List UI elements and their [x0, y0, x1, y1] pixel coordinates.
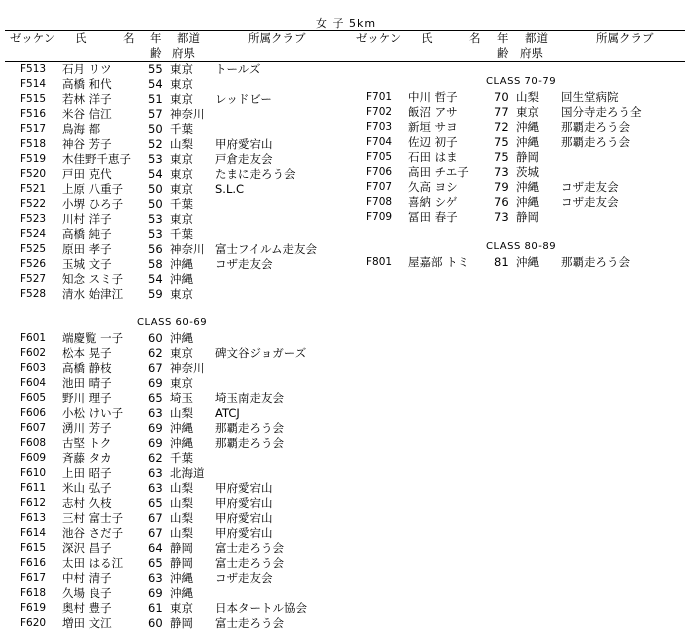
bib-number: F703	[366, 121, 393, 133]
runner-name: 中村 清子	[62, 571, 112, 585]
prefecture: 静岡	[516, 210, 539, 224]
club-name: 富士走ろう会	[215, 556, 284, 570]
runner-age: 57	[148, 107, 163, 121]
club-name: 富士走ろう会	[215, 541, 284, 555]
bib-number: F527	[20, 273, 47, 285]
bib-number: F707	[366, 181, 393, 193]
runner-name: 池谷 さだ子	[62, 526, 124, 540]
runner-age: 63	[148, 571, 163, 585]
club-name: 甲府愛宕山	[215, 511, 273, 525]
prefecture: 東京	[170, 92, 193, 106]
runner-age: 76	[494, 195, 509, 209]
bib-number: F522	[20, 198, 47, 210]
bib-number: F612	[20, 497, 47, 509]
club-name: コザ走友会	[215, 257, 273, 271]
runner-name: 高橋 和代	[62, 77, 112, 91]
bib-number: F525	[20, 243, 47, 255]
club-name: 回生堂病院	[561, 90, 619, 104]
bib-number: F609	[20, 452, 47, 464]
runner-name: 原田 孝子	[62, 242, 112, 256]
header-pref-bottom: 府県	[520, 46, 543, 60]
club-name: コザ走友会	[561, 180, 619, 194]
club-name: コザ走友会	[561, 195, 619, 209]
runner-age: 60	[148, 331, 163, 345]
runner-age: 54	[148, 77, 163, 91]
club-name: 那覇走ろう会	[215, 421, 284, 435]
runner-age: 79	[494, 180, 509, 194]
runner-age: 50	[148, 182, 163, 196]
bib-number: F604	[20, 377, 47, 389]
prefecture: 千葉	[170, 197, 193, 211]
club-name: 国分寺走ろう全	[561, 105, 642, 119]
header-surname: 氏	[75, 31, 87, 45]
class-label-60-69: CLASS 60-69	[137, 317, 208, 328]
runner-age: 73	[494, 210, 509, 224]
runner-age: 65	[148, 496, 163, 510]
club-name: 日本タートル協会	[215, 601, 307, 615]
runner-name: 冨田 春子	[408, 210, 458, 224]
bib-number: F514	[20, 78, 47, 90]
prefecture: 沖縄	[516, 180, 539, 194]
prefecture: 静岡	[170, 556, 193, 570]
runner-name: 石月 リツ	[62, 62, 112, 76]
bib-number: F523	[20, 213, 47, 225]
header-given-name: 名	[469, 31, 481, 45]
prefecture: 沖縄	[516, 135, 539, 149]
class-label-70-79: CLASS 70-79	[486, 76, 557, 87]
prefecture: 沖縄	[516, 195, 539, 209]
prefecture: 沖縄	[516, 255, 539, 269]
prefecture: 東京	[170, 212, 193, 226]
runner-name: 松本 晃子	[62, 346, 112, 360]
runner-name: 鳥海 都	[62, 122, 101, 136]
runner-name: 小堺 ひろ子	[62, 197, 124, 211]
prefecture: 東京	[170, 376, 193, 390]
prefecture: 東京	[170, 182, 193, 196]
prefecture: 東京	[170, 287, 193, 301]
bib-number: F706	[366, 166, 393, 178]
bib-number: F607	[20, 422, 47, 434]
runner-age: 64	[148, 541, 163, 555]
runner-age: 55	[148, 62, 163, 76]
club-name: コザ走友会	[215, 571, 273, 585]
bib-number: F611	[20, 482, 47, 494]
prefecture: 埼玉	[170, 391, 193, 405]
bib-number: F605	[20, 392, 47, 404]
runner-name: 久場 良子	[62, 586, 112, 600]
prefecture: 沖縄	[170, 421, 193, 435]
club-name: S.L.C	[215, 182, 245, 196]
bib-number: F620	[20, 617, 47, 629]
bib-number: F702	[366, 106, 393, 118]
runner-name: 玉城 文子	[62, 257, 112, 271]
runner-name: 清水 始津江	[62, 287, 124, 301]
runner-age: 58	[148, 257, 163, 271]
header-given-name: 名	[123, 31, 135, 45]
header-club: 所属クラブ	[596, 31, 654, 45]
runner-name: 戸田 克代	[62, 167, 112, 181]
runner-name: 屋嘉部 トミ	[408, 255, 470, 269]
runner-age: 70	[494, 90, 509, 104]
runner-name: 知念 スミ子	[62, 272, 124, 286]
runner-name: 湧川 芳子	[62, 421, 112, 435]
bib-number: F708	[366, 196, 393, 208]
prefecture: 千葉	[170, 227, 193, 241]
runner-age: 60	[148, 616, 163, 630]
runner-age: 69	[148, 421, 163, 435]
runner-name: 新垣 サヨ	[408, 120, 458, 134]
bib-number: F613	[20, 512, 47, 524]
runner-age: 69	[148, 586, 163, 600]
runner-age: 77	[494, 105, 509, 119]
club-name: 埼玉南走友会	[215, 391, 284, 405]
club-name: 甲府愛宕山	[215, 526, 273, 540]
bib-number: F602	[20, 347, 47, 359]
runner-age: 61	[148, 601, 163, 615]
runner-age: 67	[148, 361, 163, 375]
runner-age: 63	[148, 481, 163, 495]
club-name: たまに走ろう会	[215, 167, 296, 181]
bib-number: F616	[20, 557, 47, 569]
bib-number: F603	[20, 362, 47, 374]
runner-name: 久高 ヨシ	[408, 180, 458, 194]
prefecture: 千葉	[170, 122, 193, 136]
runner-name: 上原 八重子	[62, 182, 124, 196]
runner-name: 佐辺 初子	[408, 135, 458, 149]
prefecture: 沖縄	[170, 571, 193, 585]
bib-number: F704	[366, 136, 393, 148]
prefecture: 神奈川	[170, 361, 205, 375]
club-name: 那覇走ろう会	[561, 135, 630, 149]
bib-number: F517	[20, 123, 47, 135]
runner-age: 81	[494, 255, 509, 269]
bib-number: F709	[366, 211, 393, 223]
runner-age: 65	[148, 556, 163, 570]
prefecture: 東京	[170, 77, 193, 91]
runner-name: 高橋 純子	[62, 227, 112, 241]
runner-name: 上田 昭子	[62, 466, 112, 480]
prefecture: 東京	[516, 105, 539, 119]
runner-age: 69	[148, 436, 163, 450]
club-name: 甲府愛宕山	[215, 496, 273, 510]
runner-name: 深沢 昌子	[62, 541, 112, 555]
bib-number: F521	[20, 183, 47, 195]
runner-name: 小松 けい子	[62, 406, 124, 420]
prefecture: 山梨	[170, 406, 193, 420]
runner-name: 川村 洋子	[62, 212, 112, 226]
runner-age: 69	[148, 376, 163, 390]
runner-name: 若林 洋子	[62, 92, 112, 106]
runner-age: 53	[148, 212, 163, 226]
runner-age: 62	[148, 451, 163, 465]
prefecture: 山梨	[170, 496, 193, 510]
prefecture: 山梨	[516, 90, 539, 104]
bib-number: F701	[366, 91, 393, 103]
header-age-bottom: 齢	[150, 46, 162, 60]
prefecture: 沖縄	[170, 436, 193, 450]
club-name: 富士走ろう会	[215, 616, 284, 630]
runner-age: 67	[148, 511, 163, 525]
runner-name: 太田 はる江	[62, 556, 124, 570]
prefecture: 静岡	[516, 150, 539, 164]
bib-number: F518	[20, 138, 47, 150]
prefecture: 東京	[170, 346, 193, 360]
bib-number: F513	[20, 63, 47, 75]
prefecture: 東京	[170, 152, 193, 166]
bib-number: F705	[366, 151, 393, 163]
bib-number: F619	[20, 602, 47, 614]
runner-age: 62	[148, 346, 163, 360]
runner-name: 志村 久枝	[62, 496, 112, 510]
runner-age: 75	[494, 135, 509, 149]
runner-name: 飯沼 アサ	[408, 105, 458, 119]
bib-number: F618	[20, 587, 47, 599]
bib-number: F528	[20, 288, 47, 300]
prefecture: 静岡	[170, 616, 193, 630]
prefecture: 東京	[170, 167, 193, 181]
club-name: 那覇走ろう会	[561, 255, 630, 269]
runner-name: 奥村 豊子	[62, 601, 112, 615]
runner-age: 67	[148, 526, 163, 540]
prefecture: 沖縄	[516, 120, 539, 134]
bib-number: F617	[20, 572, 47, 584]
prefecture: 東京	[170, 62, 193, 76]
club-name: 那覇走ろう会	[215, 436, 284, 450]
club-name: 富士フイルム走友会	[215, 242, 318, 256]
runner-name: 野川 理子	[62, 391, 112, 405]
club-name: レッドビー	[215, 92, 272, 106]
runner-name: 高田 チエ子	[408, 165, 469, 179]
runner-name: 古堅 トク	[62, 436, 112, 450]
runner-name: 米山 弘子	[62, 481, 112, 495]
club-name: 那覇走ろう会	[561, 120, 630, 134]
page-title: 女 子 5km	[315, 17, 377, 30]
club-name: 甲府愛宕山	[215, 481, 273, 495]
bib-number: F606	[20, 407, 47, 419]
prefecture: 静岡	[170, 541, 193, 555]
runner-name: 池田 晴子	[62, 376, 112, 390]
bib-number: F614	[20, 527, 47, 539]
bib-number: F519	[20, 153, 47, 165]
prefecture: 千葉	[170, 451, 193, 465]
runner-age: 52	[148, 137, 163, 151]
bib-number: F526	[20, 258, 47, 270]
runner-name: 米谷 信江	[62, 107, 112, 121]
prefecture: 山梨	[170, 526, 193, 540]
prefecture: 沖縄	[170, 257, 193, 271]
class-label-80-89: CLASS 80-89	[486, 241, 557, 252]
runner-name: 中川 哲子	[408, 90, 458, 104]
bib-number: F524	[20, 228, 47, 240]
prefecture: 山梨	[170, 481, 193, 495]
header-pref-top: 都道	[525, 31, 548, 45]
bib-number: F515	[20, 93, 47, 105]
header-surname: 氏	[421, 31, 433, 45]
prefecture: 山梨	[170, 511, 193, 525]
runner-age: 63	[148, 406, 163, 420]
runner-age: 65	[148, 391, 163, 405]
header-pref-bottom: 府県	[172, 46, 195, 60]
header-age-top: 年	[497, 31, 509, 45]
runner-age: 75	[494, 150, 509, 164]
header-club: 所属クラブ	[248, 31, 306, 45]
runner-age: 54	[148, 272, 163, 286]
runner-age: 56	[148, 242, 163, 256]
prefecture: 山梨	[170, 137, 193, 151]
prefecture: 神奈川	[170, 107, 205, 121]
header-bib: ゼッケン	[356, 31, 402, 45]
prefecture: 東京	[170, 601, 193, 615]
bib-number: F615	[20, 542, 47, 554]
runner-name: 石田 はま	[408, 150, 458, 164]
runner-name: 高橋 静枝	[62, 361, 112, 375]
prefecture: 神奈川	[170, 242, 205, 256]
runner-age: 54	[148, 167, 163, 181]
runner-age: 73	[494, 165, 509, 179]
runner-age: 59	[148, 287, 163, 301]
prefecture: 沖縄	[170, 586, 193, 600]
prefecture: 北海道	[170, 466, 205, 480]
prefecture: 沖縄	[170, 331, 193, 345]
bib-number: F516	[20, 108, 47, 120]
prefecture: 沖縄	[170, 272, 193, 286]
runner-age: 53	[148, 152, 163, 166]
runner-name: 喜納 シゲ	[408, 195, 458, 209]
runner-name: 端慶覧 一子	[62, 331, 124, 345]
bib-number: F601	[20, 332, 47, 344]
runner-name: 木佳野千恵子	[62, 152, 131, 166]
club-name: ATCJ	[215, 406, 240, 420]
header-pref-top: 都道	[177, 31, 200, 45]
runner-age: 53	[148, 227, 163, 241]
header-age-bottom: 齢	[497, 46, 509, 60]
runner-age: 51	[148, 92, 163, 106]
bib-number: F801	[366, 256, 393, 268]
bib-number: F608	[20, 437, 47, 449]
runner-name: 三村 富士子	[62, 511, 124, 525]
runner-age: 72	[494, 120, 509, 134]
runner-name: 斉藤 タカ	[62, 451, 112, 465]
runner-name: 増田 文江	[62, 616, 112, 630]
club-name: 戸倉走友会	[215, 152, 273, 166]
bib-number: F610	[20, 467, 47, 479]
bib-number: F520	[20, 168, 47, 180]
runner-name: 神谷 芳子	[62, 137, 112, 151]
header-age-top: 年	[150, 31, 162, 45]
runner-age: 50	[148, 122, 163, 136]
header-bib: ゼッケン	[10, 31, 56, 45]
club-name: 碑文谷ジョガーズ	[215, 346, 307, 360]
club-name: トールズ	[215, 62, 261, 76]
prefecture: 茨城	[516, 165, 539, 179]
club-name: 甲府愛宕山	[215, 137, 273, 151]
runner-age: 50	[148, 197, 163, 211]
runner-age: 63	[148, 466, 163, 480]
title-rule	[5, 30, 685, 31]
